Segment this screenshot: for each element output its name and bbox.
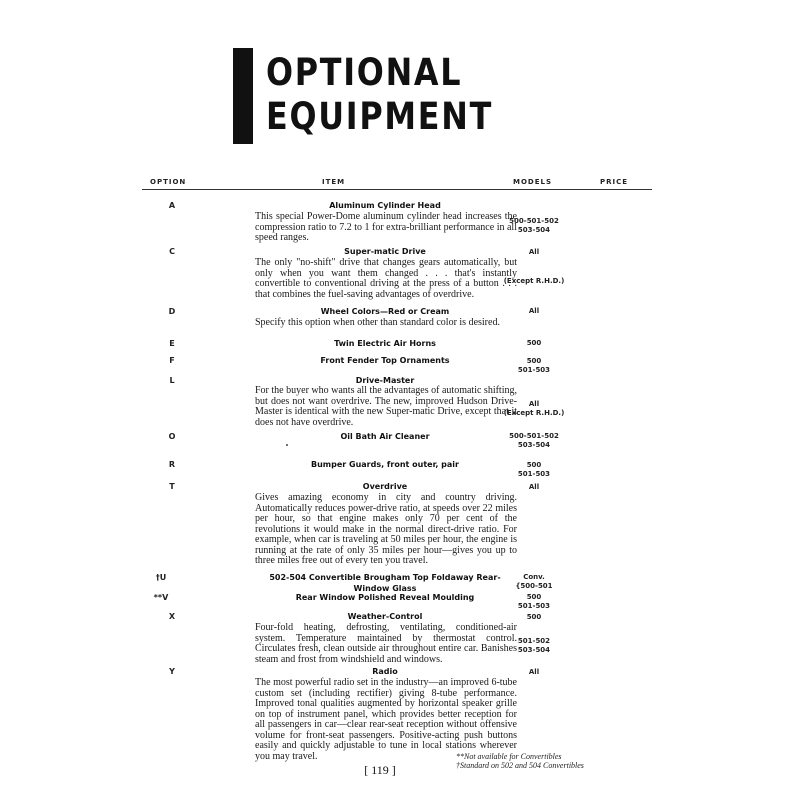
column-header-price: PRICE <box>600 178 629 186</box>
option-models: 500 501-503 <box>517 593 551 610</box>
option-name: Super-matic Drive <box>344 247 426 256</box>
page-title-line-2: EQUIPMENT <box>266 95 494 138</box>
option-description: The only "no-shift" drive that changes gears automatically, but only when you want them changed . . . that's instantly convertible to conventional driving at the press of a button . . . that combines the fuel-saving advantages of overdrive. <box>255 257 517 300</box>
option-name: Rear Window Polished Reveal Moulding <box>295 593 475 602</box>
option-models: All (Except R.H.D.) <box>503 400 565 417</box>
option-name: 502-504 Convertible Brougham Top Foldaway Rear-Window Glass <box>269 573 501 593</box>
option-models-note: 501-502 503-504 <box>517 637 551 654</box>
option-description: The most powerful radio set in the industry—an improved 6-tube custom set (including rectifier) giving 8-tube performance. Improved tonal qualities augmented by horizontal speaker grille on top of instrument panel, which provides better reception for all passengers in car—clear rear-seat reception without offensive volume for front-seat passengers. Positive-acting push buttons easily and quickly adjustable to tune in local stations wherever you may travel. <box>255 677 517 762</box>
option-name: Wheel Colors—Red or Cream <box>320 307 450 316</box>
option-name: Aluminum Cylinder Head <box>329 201 441 210</box>
option-models: All <box>528 248 540 256</box>
option-description: This special Power-Dome aluminum cylinder head increases the compression ratio to 7.2 to 1 for extra-brilliant performance in all speed ranges. <box>255 211 517 243</box>
option-description: Gives amazing economy in city and country driving. Automatically reduces power-drive ratio, at speeds over 22 miles per hour, so that engine makes only 70 per cent of the revolutions it would make in the normal direct-drive ratio. For example, when car is traveling at 50 miles per hour, the engine is running at the rate of only 35 miles per hour—gives you up to three miles free out of every ten you travel. <box>255 492 517 566</box>
option-code: C <box>169 247 175 256</box>
option-name: Drive-Master <box>355 376 415 385</box>
printing-speck <box>286 444 288 446</box>
option-code: E <box>169 339 175 348</box>
option-description: For the buyer who wants all the advantages of automatic shifting, but does not want overdrive. The new, improved Hudson Drive-Master is identical with the new Super-matic Drive, except that it does not have overdrive. <box>255 385 517 428</box>
option-name: Twin Electric Air Horns <box>334 339 436 348</box>
option-code: †U <box>155 573 167 582</box>
option-code: D <box>168 307 176 316</box>
option-models: 500 501-503 <box>517 461 551 478</box>
option-description: Four-fold heating, defrosting, ventilating, conditioned-air system. Temperature maintained by thermostat control. Circulates fresh, clean outside air throughout entire car. Banishes steam and frost from windshield and windows. <box>255 622 517 665</box>
column-header-item: ITEM <box>322 178 346 186</box>
option-name: Radio <box>372 667 398 676</box>
option-models: 500 501-503 <box>517 357 551 374</box>
option-code: R <box>168 460 176 469</box>
option-code: X <box>168 612 176 621</box>
page-title-line-1: OPTIONAL <box>266 51 463 94</box>
option-code: O <box>168 432 176 441</box>
option-code: L <box>169 376 175 385</box>
option-name: Weather-Control <box>347 612 423 621</box>
option-description: Specify this option when other than standard color is desired. <box>255 317 500 328</box>
option-models: 500-501-502 503-504 <box>509 217 559 234</box>
title-accent-bar <box>233 48 253 144</box>
option-code: **V <box>153 593 169 602</box>
option-name: Front Fender Top Ornaments <box>320 356 450 365</box>
option-models: Conv. {500-501 <box>515 573 553 590</box>
option-code: A <box>168 201 176 210</box>
option-models: 500-501-502 503-504 <box>509 432 559 449</box>
option-code: Y <box>169 667 175 676</box>
option-models: All <box>528 668 540 676</box>
footnote: **Not available for Convertibles <box>456 752 562 761</box>
option-name: Bumper Guards, front outer, pair <box>310 460 459 469</box>
option-models: 500 <box>526 613 542 621</box>
column-header-models: MODELS <box>513 178 553 186</box>
page-number: [ 119 ] <box>364 763 396 777</box>
option-name: Overdrive <box>362 482 408 491</box>
footnote: †Standard on 502 and 504 Convertibles <box>456 761 584 770</box>
option-models: All <box>528 483 540 491</box>
column-header-option: OPTION <box>150 178 187 186</box>
header-divider <box>142 189 652 190</box>
option-models: All <box>528 307 540 315</box>
footnotes <box>456 752 584 770</box>
option-models: 500 <box>526 339 542 347</box>
option-code: F <box>169 356 175 365</box>
option-code: T <box>169 482 175 491</box>
option-name: Oil Bath Air Cleaner <box>340 432 430 441</box>
option-models-note: (Except R.H.D.) <box>503 277 565 285</box>
